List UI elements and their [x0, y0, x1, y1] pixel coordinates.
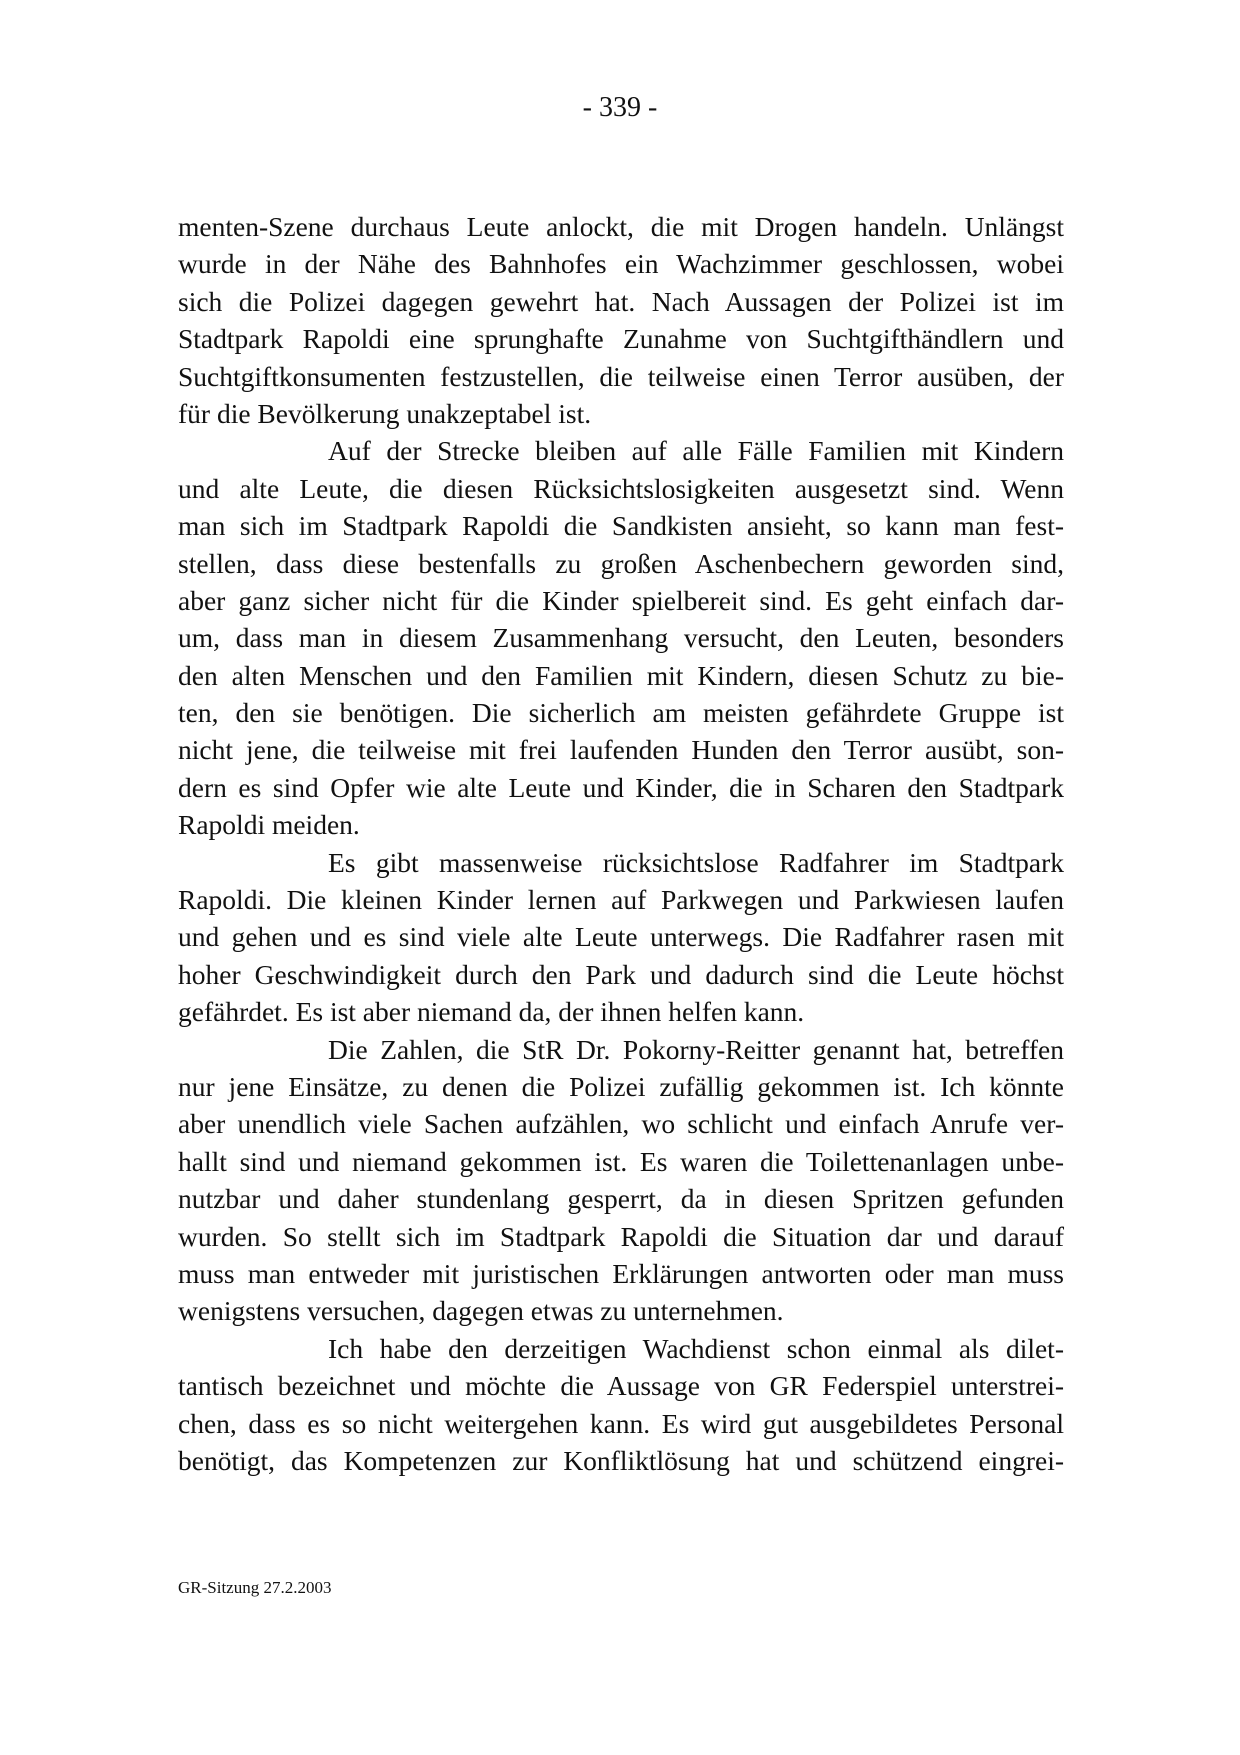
text-line: den alten Menschen und den Familien mit Kindern, diesen Schutz zu bie- [178, 659, 1064, 691]
text-line: benötigt, das Kompetenzen zur Konfliktlösung hat und schützend eingrei- [178, 1444, 1064, 1476]
text-line: aber unendlich viele Sachen aufzählen, wo schlicht und einfach Anrufe ver- [178, 1108, 1064, 1140]
text-line: Auf der Strecke bleiben auf alle Fälle Familien mit Kindern [328, 435, 1064, 467]
text-line: Rapoldi. Die kleinen Kinder lernen auf Parkwegen und Parkwiesen laufen [178, 884, 1064, 916]
text-line: wurden. So stellt sich im Stadtpark Rapoldi die Situation dar und darauf [178, 1220, 1064, 1252]
text-line: Rapoldi meiden. [178, 809, 360, 841]
text-line: man sich im Stadtpark Rapoldi die Sandkisten ansieht, so kann man fest- [178, 510, 1064, 542]
text-line: Stadtpark Rapoldi eine sprunghafte Zunahme von Suchtgifthändlern und [178, 323, 1064, 355]
text-line: nutzbar und daher stundenlang gesperrt, da in diesen Spritzen gefunden [178, 1183, 1064, 1215]
text-line: chen, dass es so nicht weitergehen kann. Es wird gut ausgebildetes Personal [178, 1407, 1064, 1439]
paragraph [178, 1330, 1064, 1480]
text-line: Die Zahlen, die StR Dr. Pokorny-Reitter genannt hat, betreffen [328, 1033, 1064, 1065]
paragraph [178, 1031, 1064, 1330]
text-line: Ich habe den derzeitigen Wachdienst schon einmal als dilet- [328, 1332, 1064, 1364]
text-line: nur jene Einsätze, zu denen die Polizei zufällig gekommen ist. Ich könnte [178, 1070, 1064, 1102]
text-line: nicht jene, die teilweise mit frei laufenden Hunden den Terror ausübt, son- [178, 734, 1064, 766]
text-line: Suchtgiftkonsumenten festzustellen, die teilweise einen Terror ausüben, der [178, 360, 1064, 392]
text-line: stellen, dass diese bestenfalls zu großen Aschenbechern geworden sind, [178, 547, 1064, 579]
body-text [178, 208, 1064, 1479]
text-line: gefährdet. Es ist aber niemand da, der ihnen helfen kann. [178, 996, 805, 1028]
page-number: - 339 - [582, 92, 658, 123]
text-line: wurde in der Nähe des Bahnhofes ein Wachzimmer geschlossen, wobei [178, 248, 1064, 280]
text-line: wenigstens versuchen, dagegen etwas zu unternehmen. [178, 1295, 784, 1327]
text-line: hoher Geschwindigkeit durch den Park und dadurch sind die Leute höchst [178, 958, 1064, 990]
text-line: Es gibt massenweise rücksichtslose Radfahrer im Stadtpark [328, 846, 1064, 878]
text-line: muss man entweder mit juristischen Erklärungen antworten oder man muss [178, 1257, 1064, 1289]
paragraph [178, 208, 1064, 432]
text-line: für die Bevölkerung unakzeptabel ist. [178, 397, 592, 429]
paragraph [178, 432, 1064, 843]
text-line: aber ganz sicher nicht für die Kinder spielbereit sind. Es geht einfach dar- [178, 584, 1064, 616]
text-line: dern es sind Opfer wie alte Leute und Kinder, die in Scharen den Stadtpark [178, 771, 1064, 803]
text-line: tantisch bezeichnet und möchte die Aussage von GR Federspiel unterstrei- [178, 1370, 1064, 1402]
text-line: und gehen und es sind viele alte Leute unterwegs. Die Radfahrer rasen mit [178, 921, 1064, 953]
text-line: menten-Szene durchaus Leute anlockt, die mit Drogen handeln. Unlängst [178, 211, 1064, 242]
text-line: sich die Polizei dagegen gewehrt hat. Nach Aussagen der Polizei ist im [178, 285, 1064, 317]
paragraph [178, 844, 1064, 1031]
text-line: und alte Leute, die diesen Rücksichtslosigkeiten ausgesetzt sind. Wenn [178, 472, 1064, 504]
text-line: ten, den sie benötigen. Die sicherlich am meisten gefährdete Gruppe ist [178, 697, 1064, 729]
footer-session-label: GR-Sitzung 27.2.2003 [178, 1578, 332, 1597]
text-line: hallt sind und niemand gekommen ist. Es waren die Toilettenanlagen unbe- [178, 1145, 1064, 1177]
text-line: um, dass man in diesem Zusammenhang versucht, den Leuten, besonders [178, 622, 1064, 654]
